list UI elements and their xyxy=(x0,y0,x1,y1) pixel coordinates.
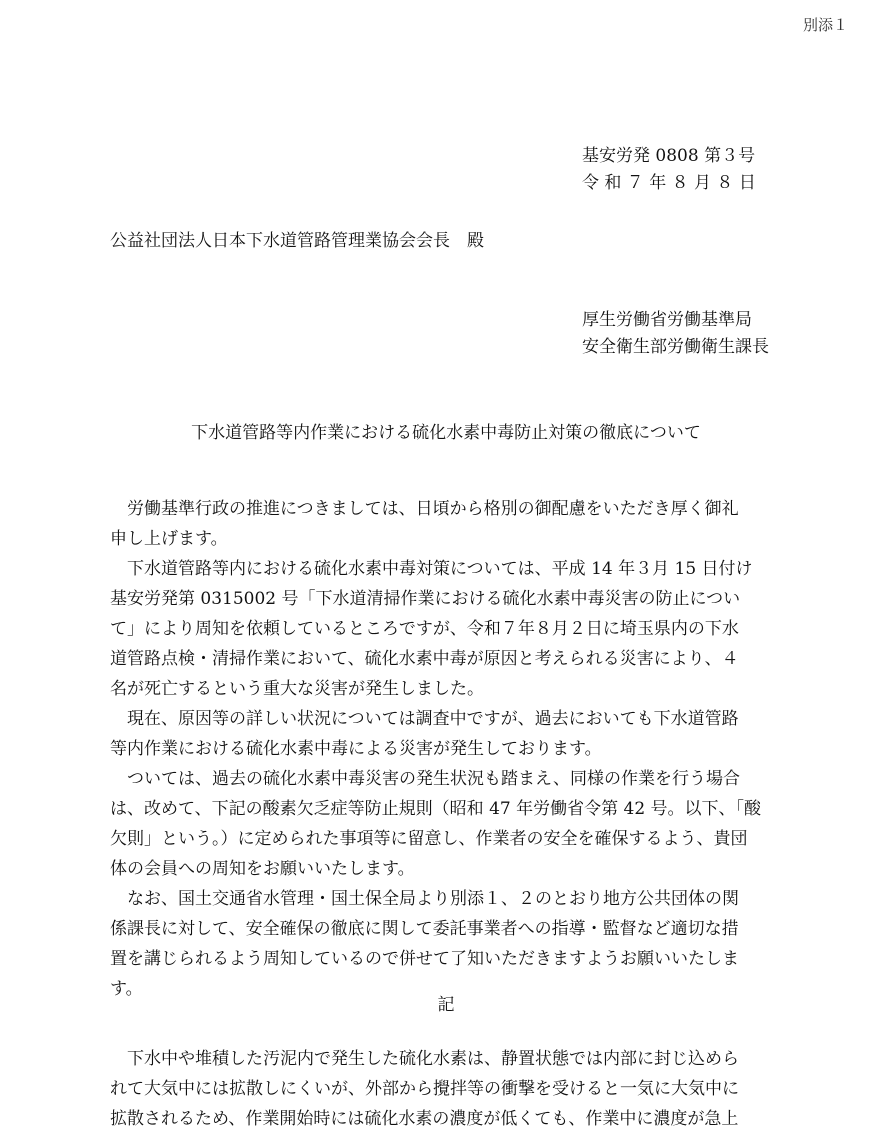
body-line: 基安労発第 0315002 号「下水道清掃作業における硫化水素中毒災害の防止につい xyxy=(110,589,741,609)
sender-block xyxy=(582,307,769,361)
sender-line-2: 安全衛生部労働衛生課長 xyxy=(582,337,769,357)
body-line: 現在、原因等の詳しい状況については調査中ですが、過去においても下水道管路 xyxy=(110,709,739,729)
body-line: 係課長に対して、安全確保の徹底に関して委託事業者への指導・監督など適切な措 xyxy=(110,919,739,939)
body-line: 労働基準行政の推進につきましては、日頃から格別の御配慮をいただき厚く御礼 xyxy=(110,499,739,519)
document-title: 下水道管路等内作業における硫化水素中毒防止対策の徹底について xyxy=(191,423,701,443)
body-line: す。 xyxy=(110,979,143,999)
addressee: 公益社団法人日本下水道管路管理業協会会長 殿 xyxy=(110,231,484,251)
annex-label: 別添１ xyxy=(802,16,848,34)
body-line: 体の会員への周知をお願いいたします。 xyxy=(110,859,415,879)
body-line: 欠則」という。）に定められた事項等に留意し、作業者の安全を確保するよう、貴団 xyxy=(110,829,748,849)
body-line: 道管路点検・清掃作業において、硫化水素中毒が原因と考えられる災害により、４ xyxy=(110,649,739,669)
body-line: 下水道管路等内における硫化水素中毒対策については、平成 14 年３月 15 日付け xyxy=(110,559,753,579)
body-line: 名が死亡するという重大な災害が発生しました。 xyxy=(110,679,484,699)
body-line: ついては、過去の硫化水素中毒災害の発生状況も踏まえ、同様の作業を行う場合 xyxy=(110,769,741,789)
body-line: は、改めて、下記の酸素欠乏症等防止規則（昭和 47 年労働省令第 42 号。以下、「酸 xyxy=(110,799,762,819)
body-line: 申し上げます。 xyxy=(110,529,228,549)
body-line: 等内作業における硫化水素中毒による災害が発生しております。 xyxy=(110,739,602,759)
document-header xyxy=(582,143,756,197)
section-line: 下水中や堆積した汚泥内で発生した硫化水素は、静置状態では内部に封じ込めら xyxy=(110,1049,739,1069)
document-number: 基安労発 0808 第３号 xyxy=(582,146,756,166)
section-line: 拡散されるため、作業開始時には硫化水素の濃度が低くても、作業中に濃度が急上 xyxy=(110,1109,739,1129)
document-date: 令 和 ７ 年 ８ 月 ８ 日 xyxy=(582,173,756,193)
body-line: なお、国土交通省水管理・国土保全局より別添１、２のとおり地方公共団体の関 xyxy=(110,889,739,909)
section-line: れて大気中には拡散しにくいが、外部から攪拌等の衝撃を受けると一気に大気中に xyxy=(110,1079,739,1099)
body-line: て」により周知を依頼しているところですが、令和７年８月２日に埼玉県内の下水 xyxy=(110,619,739,639)
ki-heading: 記 xyxy=(437,995,455,1015)
body-line: 置を講じられるよう周知しているので併せて了知いただきますようお願いいたしま xyxy=(110,949,739,969)
sender-line-1: 厚生労働省労働基準局 xyxy=(582,310,752,330)
body-text xyxy=(110,494,782,1004)
section-text xyxy=(110,1044,782,1134)
